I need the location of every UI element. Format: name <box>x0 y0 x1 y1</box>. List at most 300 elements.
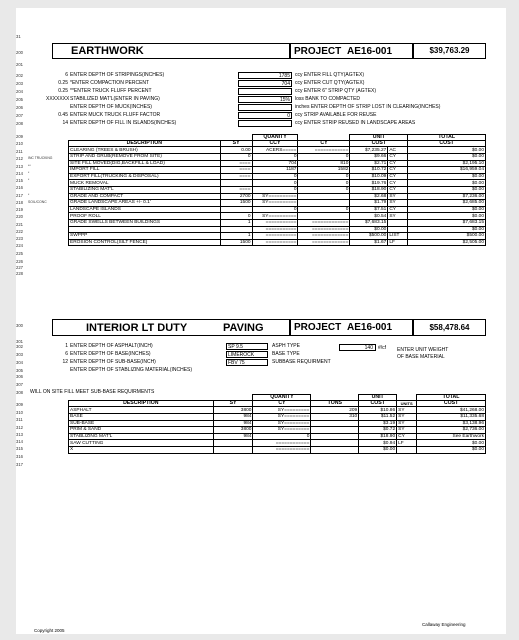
right-input-label: ccy ENTER FILL QTY(AGTEX) <box>295 72 364 78</box>
cell-total: $16,959.04 <box>408 167 486 174</box>
cell-cy: SY========= <box>253 427 311 434</box>
right-input-value[interactable]: 1785 <box>238 72 292 79</box>
type-code[interactable]: FBV 75 <box>226 359 268 366</box>
row-number: 202 <box>16 73 23 78</box>
row-number: 214 <box>16 170 23 176</box>
cell-desc: BASE <box>69 414 214 421</box>
tons-header: TONS <box>311 401 359 407</box>
type-label: SUBBASE REQUIRMENT <box>272 359 331 365</box>
paving-table <box>68 394 486 454</box>
cell-desc: IMPORT FILL <box>69 167 221 174</box>
cell-unit: SY <box>397 414 417 421</box>
cell-desc: EROSION CONTROL(SILT FENCE) <box>69 239 221 246</box>
cell-total: $2,505.00 <box>408 239 486 246</box>
unit-weight-unit: #/cf <box>378 345 387 351</box>
cell-cost: $0.54 <box>350 213 388 220</box>
table-row <box>69 180 486 187</box>
spreadsheet-page <box>16 8 506 634</box>
company-name: Callaway Engineering <box>422 622 466 627</box>
quanity-header: QUANITY <box>252 135 298 141</box>
type-code[interactable]: SP 9.5 <box>226 343 268 350</box>
cell-sy: ==== <box>220 160 252 167</box>
cell-cy: ============= <box>298 233 350 240</box>
row-number: 224 <box>16 243 23 249</box>
cell-ccy: =========== <box>252 226 298 233</box>
right-input-label: ccy ENTER CUT QTY(AGTEX) <box>295 80 365 86</box>
cell-unit: SY <box>397 427 417 434</box>
input-label: ENTER DEPTH OF FILL IN ISLANDS(INCHES) <box>70 120 177 126</box>
cell-cost: $1.67 <box>350 239 388 246</box>
paving-title2: PAVING <box>223 322 264 334</box>
cell-desc: GRADE SWELLS BETWEEN BUILDINGS <box>69 219 221 226</box>
earthwork-title-box <box>52 43 290 59</box>
row-number: 312 <box>16 424 23 430</box>
cell-tons: 310 <box>311 414 359 421</box>
row-side-note: SOIL/CONC <box>28 199 47 204</box>
row-number: 212 <box>16 156 23 162</box>
cell-ccy: SY========== <box>252 213 298 220</box>
input-value[interactable]: 14 <box>62 120 68 126</box>
type-code[interactable]: LIMEROCK <box>226 351 268 358</box>
cell-total: $11,335.68 <box>417 414 486 421</box>
sy-header: SY <box>213 401 253 407</box>
input-value[interactable]: 0.25 <box>58 88 68 94</box>
cell-cy: SY========= <box>253 414 311 421</box>
row-number: 301 <box>16 339 23 344</box>
cell-cost: $0.00 <box>359 446 397 453</box>
type-label: BASE TYPE <box>272 351 300 357</box>
cell-cy: 0 <box>298 173 350 180</box>
cell-unit <box>397 446 417 453</box>
row-number: 204 <box>16 89 23 94</box>
table-row <box>69 420 486 427</box>
cell-cost: $18.90 <box>350 186 388 193</box>
unit-weight-label1: ENTER UNIT WEIGHT <box>397 347 449 353</box>
cell-cy: ============ <box>253 440 311 447</box>
table-row <box>69 186 486 193</box>
cell-sy <box>213 446 253 453</box>
cell-cost: $9.66 <box>350 154 388 161</box>
cell-cy <box>298 200 350 207</box>
cell-desc: LANDSCAPE ISLANDS <box>69 206 221 213</box>
paving-project-box <box>290 319 413 336</box>
table-row <box>69 193 486 200</box>
right-input-value[interactable] <box>238 120 292 127</box>
cell-unit: SY <box>388 200 408 207</box>
cell-total: See Earthwork <box>417 433 486 440</box>
project-box <box>290 43 413 59</box>
row-number: 203 <box>16 81 23 86</box>
row-side-note: * <box>28 170 30 175</box>
cell-total: $2,685.00 <box>408 200 486 207</box>
cell-ccy: 1187 <box>252 167 298 174</box>
cell-ccy: SY========== <box>252 193 298 200</box>
cell-cy: SY========= <box>253 407 311 414</box>
row-number: 213 <box>16 163 23 169</box>
cell-cy: 0 <box>298 180 350 187</box>
cell-cy: ============= <box>298 239 350 246</box>
sy-header: SY <box>220 141 252 147</box>
cell-sy: 0.00 <box>220 147 252 154</box>
copyright: Copyright 2005 <box>34 628 65 633</box>
row-number: 304 <box>16 360 23 365</box>
cell-cy: ============= <box>298 219 350 226</box>
cell-ccy: =========== <box>252 239 298 246</box>
cell-sy: 1500 <box>220 239 252 246</box>
table-row <box>69 200 486 207</box>
row-number: 220 <box>16 214 23 220</box>
row-number: 226 <box>16 259 23 264</box>
cost-header: COST <box>359 401 397 407</box>
cell-cy: ============ <box>298 147 350 154</box>
row-number: 200 <box>16 50 23 55</box>
table-row <box>69 440 486 447</box>
table-row <box>69 239 486 246</box>
table-row <box>69 160 486 167</box>
row-number: 317 <box>16 462 23 467</box>
cell-tons <box>311 427 359 434</box>
cell-cy: 1582 <box>298 167 350 174</box>
cell-cost: $19.76 <box>350 180 388 187</box>
row-number: 227 <box>16 265 23 270</box>
earthwork-total: $39,763.29 <box>413 43 486 59</box>
row-number: 310 <box>16 410 23 415</box>
project-id: AE16-001 <box>347 46 393 57</box>
cell-cy: 0 <box>298 154 350 161</box>
cell-total: $0.00 <box>408 186 486 193</box>
row-side-note: INC TRUCKING <box>28 156 53 161</box>
cell-total: $0.00 <box>408 206 486 213</box>
row-side-note: * <box>28 192 30 197</box>
paving-title: INTERIOR LT DUTY <box>86 322 188 334</box>
row-number: 308 <box>16 390 23 395</box>
row-number: 207 <box>16 113 23 118</box>
right-input-label: ccy ENTER 6" STRIP QTY (AGTEX) <box>295 88 377 94</box>
row-number: 309 <box>16 402 23 407</box>
table-row <box>69 154 486 161</box>
table-row <box>69 219 486 226</box>
cell-total: $3,138.96 <box>417 420 486 427</box>
table-row <box>69 407 486 414</box>
cell-unit: LF <box>388 239 408 246</box>
paving-title-box <box>52 319 290 336</box>
cell-desc: SAW CUTTING <box>69 440 214 447</box>
cell-ccy: 0 <box>252 180 298 187</box>
cell-total: $500.00 <box>408 233 486 240</box>
cell-total: $0.00 <box>408 213 486 220</box>
row-number: 206 <box>16 105 23 110</box>
cell-ccy: SY========== <box>252 200 298 207</box>
row-number: 219 <box>16 207 23 212</box>
input-label: ENTER MUCK TRUCK FLUFF FACTOR <box>70 112 161 118</box>
table-row <box>69 213 486 220</box>
cell-ccy: 0 <box>252 154 298 161</box>
row-number: 221 <box>16 221 23 227</box>
ccy-header: CCY <box>252 141 298 147</box>
cell-sy: 3800 <box>213 407 253 414</box>
cell-unit: LF <box>397 440 417 447</box>
project-label: PROJECT <box>294 46 342 57</box>
cell-cost: $11.52 <box>359 414 397 421</box>
cell-total: $7,236.00 <box>408 193 486 200</box>
unit-weight-input[interactable] <box>339 344 376 351</box>
input-value[interactable]: 12 <box>62 359 68 365</box>
cell-sy: 1500 <box>220 200 252 207</box>
input-value[interactable]: XXXXXXX <box>46 96 70 102</box>
row-side-note: ** <box>28 163 31 168</box>
cell-desc: EXPORT FILL(TRUCKING & DISPOSAL) <box>69 173 221 180</box>
row-number: 218 <box>16 199 23 205</box>
cell-sy <box>213 440 253 447</box>
row-number: 205 <box>16 97 23 102</box>
cell-unit: LIST <box>388 233 408 240</box>
cell-unit: AC <box>388 147 408 154</box>
cell-cost: $7,235.27 <box>350 147 388 154</box>
input-label: **ENTER TRUCK FLUFF PERCENT <box>70 88 152 94</box>
input-label: ENTER DEPTH OF ASPHALT(INCH) <box>70 343 153 349</box>
row-number: 225 <box>16 250 23 256</box>
row-number: 303 <box>16 352 23 357</box>
cell-sy: 3800 <box>213 427 253 434</box>
row-number: 316 <box>16 453 23 459</box>
row-number: 211 <box>16 149 23 154</box>
cell-cy: SY========= <box>253 420 311 427</box>
cell-total: $0.00 <box>417 446 486 453</box>
cell-tons <box>311 446 359 453</box>
cell-desc: CLEARING (TREES & BRUSH) <box>69 147 221 154</box>
cell-cy: ============= <box>298 226 350 233</box>
cell-unit: SY <box>388 193 408 200</box>
cell-unit: SY <box>397 420 417 427</box>
cell-sy: 984 <box>213 433 253 440</box>
total-header: TOTAL <box>408 135 486 141</box>
cell-desc <box>69 226 221 233</box>
row-number: 228 <box>16 271 23 276</box>
right-input-label: ccy STRIP AVAILABLE FOR REUSE <box>295 112 377 118</box>
cell-unit: CY <box>388 154 408 161</box>
table-row <box>69 173 486 180</box>
right-input-value[interactable] <box>238 88 292 95</box>
cell-desc: STRIP AND GRUB(REMOVE FROM SITE) <box>69 154 221 161</box>
cell-unit: CY <box>388 186 408 193</box>
cell-tons <box>311 433 359 440</box>
cell-cost: $1.79 <box>350 200 388 207</box>
quanity-header: QUANITY <box>253 395 311 401</box>
cell-sy: ==== <box>220 186 252 193</box>
row-number: 306 <box>16 374 23 379</box>
cell-sy: 1 <box>220 233 252 240</box>
cell-sy <box>220 180 252 187</box>
description-header: DESCRIPTION <box>69 401 214 407</box>
row-number: 201 <box>16 62 23 67</box>
cell-unit: CY <box>397 433 417 440</box>
input-label: ENTER DEPTH OF STRIPINGS(INCHES) <box>70 72 165 78</box>
row-number: 222 <box>16 228 23 234</box>
earthwork-table <box>68 134 486 246</box>
input-label: ENTER DEPTH OF STABLIZING MATERIAL(INCHES) <box>70 367 193 373</box>
cell-unit: CY <box>388 173 408 180</box>
right-input-label: loss BANK TO COMPACTED <box>295 96 361 102</box>
input-value[interactable]: 0.25 <box>58 80 68 86</box>
cell-tons: 209 <box>311 407 359 414</box>
cell-ccy: 0 <box>252 186 298 193</box>
table-row <box>69 226 486 233</box>
cell-total: $2,195.10 <box>408 160 486 167</box>
input-label: *ENTER COMPACTION PERCENT <box>70 80 150 86</box>
right-input-value[interactable]: 0 <box>238 112 292 119</box>
cell-total: $7,683.15 <box>408 219 486 226</box>
cell-cost: $18.90 <box>359 433 397 440</box>
cell-desc: SUB-BASE <box>69 420 214 427</box>
cell-cy: 0 <box>253 433 311 440</box>
right-input-value[interactable] <box>238 104 292 111</box>
total-header: TOTAL <box>417 395 486 401</box>
cell-desc: ASPHALT <box>69 407 214 414</box>
input-label: ENTER DEPTH OF BASE(INCHES) <box>70 351 151 357</box>
cell-sy: 0 <box>220 213 252 220</box>
cell-unit: CY <box>388 160 408 167</box>
cell-ccy: ACERS===== <box>252 147 298 154</box>
cell-cost: $0.94 <box>359 440 397 447</box>
cell-desc: STABILIZING MAT'L <box>69 186 221 193</box>
cell-total: $0.00 <box>408 154 486 161</box>
table-row <box>69 414 486 421</box>
row-number: 302 <box>16 344 23 349</box>
cell-cy <box>298 193 350 200</box>
paving-total: $58,478.64 <box>413 319 486 336</box>
cell-desc: SWPPP <box>69 233 221 240</box>
cell-sy: 1 <box>220 219 252 226</box>
cell-unit <box>388 226 408 233</box>
right-input-value[interactable]: 15% <box>238 96 292 103</box>
cell-cost: $3.19 <box>359 420 397 427</box>
cell-total: $41,268.00 <box>417 407 486 414</box>
cell-cost: $0.00 <box>350 226 388 233</box>
input-value[interactable]: 0.45 <box>58 112 68 118</box>
cell-cost: $10.86 <box>359 407 397 414</box>
cell-ccy: =========== <box>252 219 298 226</box>
cell-unit: SY <box>397 407 417 414</box>
total-cost-header: COST <box>417 401 486 407</box>
cell-sy: 0 <box>220 154 252 161</box>
cell-sy: 984 <box>213 420 253 427</box>
cell-desc: STABLIZING MAT'L <box>69 433 214 440</box>
unit-weight-value: 140 <box>364 345 373 351</box>
type-label: ASPH TYPE <box>272 343 300 349</box>
table-row <box>69 433 486 440</box>
total-cost-header: COST <box>408 141 486 147</box>
cell-cost: $10.72 <box>350 167 388 174</box>
row-number: 307 <box>16 382 23 387</box>
cost-header: COST <box>350 141 408 147</box>
cy-header: CY <box>253 401 311 407</box>
cy-header: CY <box>298 141 350 147</box>
cell-cy: ============ <box>253 446 311 453</box>
table-row <box>69 233 486 240</box>
cell-tons <box>311 440 359 447</box>
description-header: DESCRIPTION <box>69 141 221 147</box>
cell-cy: 0 <box>298 206 350 213</box>
cell-total: $0.00 <box>417 440 486 447</box>
table-row <box>69 427 486 434</box>
cell-cost: $0.72 <box>359 427 397 434</box>
table-row <box>69 206 486 213</box>
cell-desc: MUCK REMOVAL <box>69 180 221 187</box>
cell-cost: $2.71 <box>350 160 388 167</box>
cell-total: $0.00 <box>408 226 486 233</box>
units-header: UNITS <box>397 401 417 407</box>
right-input-label: inches ENTER DEPTH OF STRIP LOST IN CLEARING(INCHES) <box>295 104 441 110</box>
row-side-note: * <box>28 178 30 182</box>
input-label: ENTER DEPTH OF SUB-BASE(INCH) <box>70 359 156 365</box>
cell-desc: GRADE AND COMPACT <box>69 193 221 200</box>
input-value[interactable]: 1 <box>65 343 68 349</box>
cell-cost: $7,683.15 <box>350 219 388 226</box>
input-value[interactable]: 6 <box>65 351 68 357</box>
cell-cost: $7.51 <box>350 206 388 213</box>
cell-cost: $500.00 <box>350 233 388 240</box>
cell-unit: CY <box>388 180 408 187</box>
subbase-note: WILL ON SITE FILL MEET SUB-BASE REQUIRMENTS <box>30 389 155 395</box>
row-number: 217 <box>16 192 23 198</box>
cell-cy: 0 <box>298 186 350 193</box>
table-row <box>69 147 486 154</box>
input-label: STABILIZED MAT'L(ENTER IN PAVING) <box>70 96 160 102</box>
cell-sy: 984 <box>213 414 253 421</box>
cell-ccy: 0 <box>252 206 298 213</box>
row-number: 300 <box>16 323 23 328</box>
input-value[interactable]: 6 <box>65 72 68 78</box>
cell-cy <box>298 213 350 220</box>
cell-desc: GRADE LANDSCAPE AREAS +/- 0.1' <box>69 200 221 207</box>
row-number: 313 <box>16 431 23 437</box>
cell-desc: PROOF ROLL <box>69 213 221 220</box>
cell-total: $2,736.00 <box>417 427 486 434</box>
cell-cost: $10.09 <box>350 173 388 180</box>
row-number: 223 <box>16 236 23 241</box>
cell-ccy: 0 <box>252 173 298 180</box>
cell-desc: PRIM & SAND <box>69 427 214 434</box>
row-number: 315 <box>16 446 23 452</box>
row-number: 215 <box>16 178 23 183</box>
row-number: 210 <box>16 141 23 146</box>
cell-sy: ==== <box>220 167 252 174</box>
unit-header: UNIT <box>359 395 397 401</box>
cell-cost: $2.68 <box>350 193 388 200</box>
right-input-value[interactable]: 704 <box>238 80 292 87</box>
row-number: 311 <box>16 417 23 423</box>
unit-header: UNIT <box>350 135 408 141</box>
project-id: AE16-001 <box>347 322 393 333</box>
cell-tons <box>311 420 359 427</box>
cell-ccy: 704 <box>252 160 298 167</box>
cell-sy: 2700 <box>220 193 252 200</box>
unit-weight-label2: OF BASE MATERIAL <box>397 354 445 360</box>
cell-cy: 810 <box>298 160 350 167</box>
cell-unit: SY <box>388 213 408 220</box>
cell-unit: CY <box>388 206 408 213</box>
cell-total: $0.00 <box>408 147 486 154</box>
cell-sy <box>220 206 252 213</box>
row-number: 314 <box>16 439 23 444</box>
earthwork-title: EARTHWORK <box>71 45 144 57</box>
cell-ccy: =========== <box>252 233 298 240</box>
row-number: 305 <box>16 368 23 373</box>
cell-unit <box>388 219 408 226</box>
row-number: 216 <box>16 185 23 191</box>
row-number: 31 <box>16 34 21 39</box>
cell-desc: SITE FILL MOVED(DIG,BACKFILL & LOAD) <box>69 160 221 167</box>
